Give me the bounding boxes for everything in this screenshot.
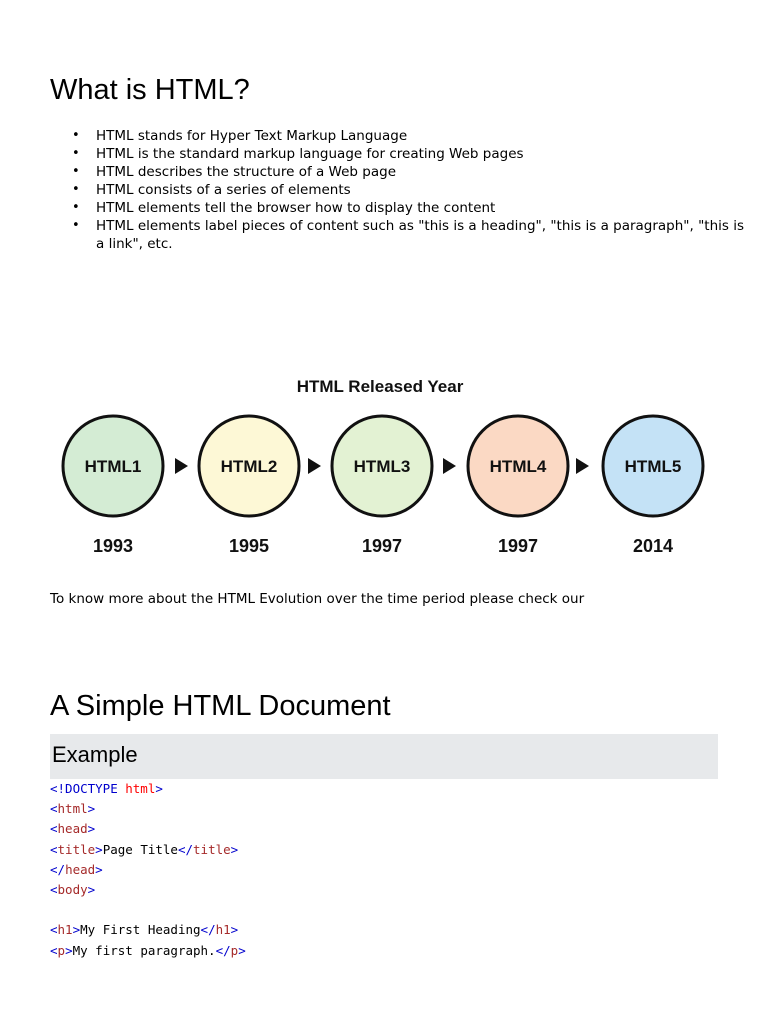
code-line: <body> [50, 881, 96, 897]
example-label: Example [52, 742, 138, 767]
code-example [50, 779, 246, 961]
code-text: My first paragraph. [72, 942, 216, 958]
list-item: • HTML is the standard markup language for creating Web pages [96, 145, 756, 163]
code-line: <h1>My First Heading</h1> [50, 922, 239, 938]
code-line [50, 900, 246, 920]
list-item: • HTML stands for Hyper Text Markup Language [96, 127, 756, 145]
list-item: • HTML describes the structure of a Web page [96, 163, 756, 181]
arrow-right-icon [308, 458, 321, 474]
code-doctype-close: > [155, 781, 163, 796]
timeline-title: HTML Released Year [296, 377, 464, 396]
timeline-year-label: 1997 [361, 536, 403, 556]
timeline-version-label: HTML1 [84, 457, 142, 476]
code-doctype-attr: html [117, 781, 156, 796]
timeline-node-html4 [468, 416, 568, 556]
arrow-right-icon [576, 458, 589, 474]
timeline-version-label: HTML3 [353, 457, 411, 476]
timeline-version-label: HTML2 [220, 457, 278, 476]
code-tag: head [65, 861, 96, 877]
example-header [50, 734, 718, 779]
code-line [50, 779, 246, 799]
code-tag: head [57, 821, 88, 837]
code-text: My First Heading [80, 922, 201, 938]
code-text: Page Title [102, 841, 178, 857]
list-item: • HTML elements tell the browser how to display the content [96, 199, 756, 217]
timeline-year-label: 1995 [228, 536, 270, 556]
list-item: • HTML consists of a series of elements [96, 181, 756, 199]
code-line: <title>Page Title</title> [50, 841, 239, 857]
timeline-node-html2 [199, 416, 299, 556]
timeline-node-html3 [332, 416, 432, 556]
arrow-right-icon [175, 458, 188, 474]
code-line: <p>My first paragraph.</p> [50, 942, 246, 958]
timeline-version-label: HTML5 [624, 457, 682, 476]
timeline-year-label: 1993 [92, 536, 134, 556]
code-tag: html [57, 801, 88, 817]
code-tag: p [57, 942, 66, 958]
code-tag: p [230, 942, 239, 958]
code-tag: h1 [57, 922, 73, 938]
code-doctype-open: <!DOCTYPE [50, 781, 118, 796]
code-tag: body [57, 881, 88, 897]
timeline-node-html5 [603, 416, 703, 556]
timeline-version-label: HTML4 [489, 457, 547, 476]
page-title: What is HTML? [50, 74, 250, 106]
code-tag: h1 [215, 922, 231, 938]
timeline-node-html1 [63, 416, 163, 556]
code-line: <head> [50, 821, 96, 837]
section-title: A Simple HTML Document [50, 690, 391, 722]
timeline-year-label: 1997 [497, 536, 539, 556]
code-tag: title [57, 841, 96, 857]
arrow-right-icon [443, 458, 456, 474]
evolution-note: To know more about the HTML Evolution over the time period please check our [50, 591, 585, 607]
timeline-graphic [50, 368, 720, 568]
bullet-list [50, 127, 756, 253]
html-timeline-figure [50, 368, 720, 568]
code-tag: title [193, 841, 231, 857]
timeline-year-label: 2014 [632, 536, 674, 556]
code-line: <html> [50, 801, 96, 817]
code-line: </head> [50, 861, 103, 877]
list-item: • HTML elements label pieces of content such as "this is a heading", "this is a paragraph", "this is a link", etc. [96, 217, 756, 253]
